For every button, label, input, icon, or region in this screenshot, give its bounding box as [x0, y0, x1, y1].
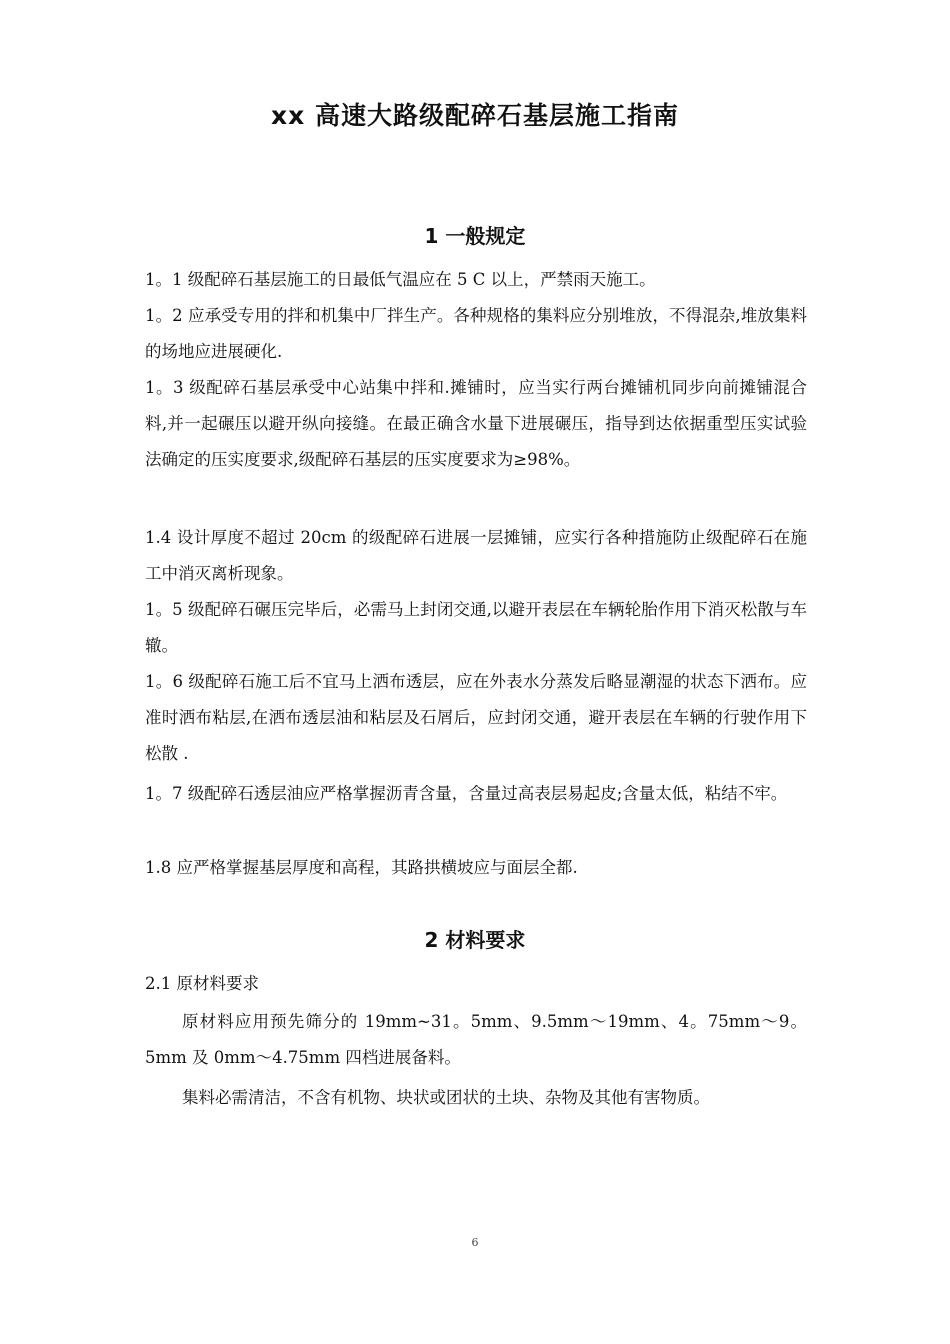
paragraph-1-7: 1。7 级配碎石透层油应严格掌握沥青含量，含量过高表层易起皮;含量太低，粘结不牢。 — [145, 784, 788, 803]
paragraph-1-8: 1.8 应严格掌握基层厚度和高程，其路拱横坡应与面层全都. — [145, 858, 578, 877]
paragraph-1-3: 1。3 级配碎石基层承受中心站集中拌和.摊铺时，应当实行两台摊铺机同步向前摊铺混合料,并一起碾压以避开纵向接缝。在最正确含水量下进展碾压，指导到达依据重型压实试验法确定的压实度要求,级配碎石基层的压实度要求为≥98%。 — [145, 378, 807, 469]
paragraph-1-6: 1。6 级配碎石施工后不宜马上洒布透层，应在外表水分蒸发后略显潮湿的状态下洒布。应准时洒布粘层,在洒布透层油和粘层及石屑后，应封闭交通，避开表层在车辆的行驶作用下松散 . — [145, 672, 807, 763]
paragraph-1-5: 1。5 级配碎石碾压完毕后，必需马上封闭交通,以避开表层在车辆轮胎作用下消灭松散与车辙。 — [145, 600, 807, 655]
paragraph-1-1: 1。1 级配碎石基层施工的日最低气温应在 5 C 以上，严禁雨天施工。 — [145, 270, 656, 289]
section-heading-1: 1 一般规定 — [424, 224, 526, 248]
section-heading-2: 2 材料要求 — [424, 928, 526, 952]
paragraph-2-2: 集料必需清洁，不含有机物、块状或团状的土块、杂物及其他有害物质。 — [182, 1088, 710, 1107]
paragraph-1-2: 1。2 应承受专用的拌和机集中厂拌生产。各种规格的集料应分别堆放，不得混杂,堆放集料的场地应进展硬化. — [145, 306, 807, 361]
page-number: 6 — [471, 1236, 479, 1249]
paragraph-1-4: 1.4 设计厚度不超过 20cm 的级配碎石进展一层摊铺，应实行各种措施防止级配碎石在施工中消灭离析现象。 — [145, 528, 807, 583]
subsection-heading-2-1: 2.1 原材料要求 — [145, 974, 259, 993]
paragraph-2-1: 原材料应用预先筛分的 19mm~31。5mm、9.5mm～19mm、4。75mm～9。5mm 及 0mm～4.75mm 四档进展备料。 — [145, 1012, 807, 1067]
document-title: xx 高速大路级配碎石基层施工指南 — [271, 101, 679, 130]
